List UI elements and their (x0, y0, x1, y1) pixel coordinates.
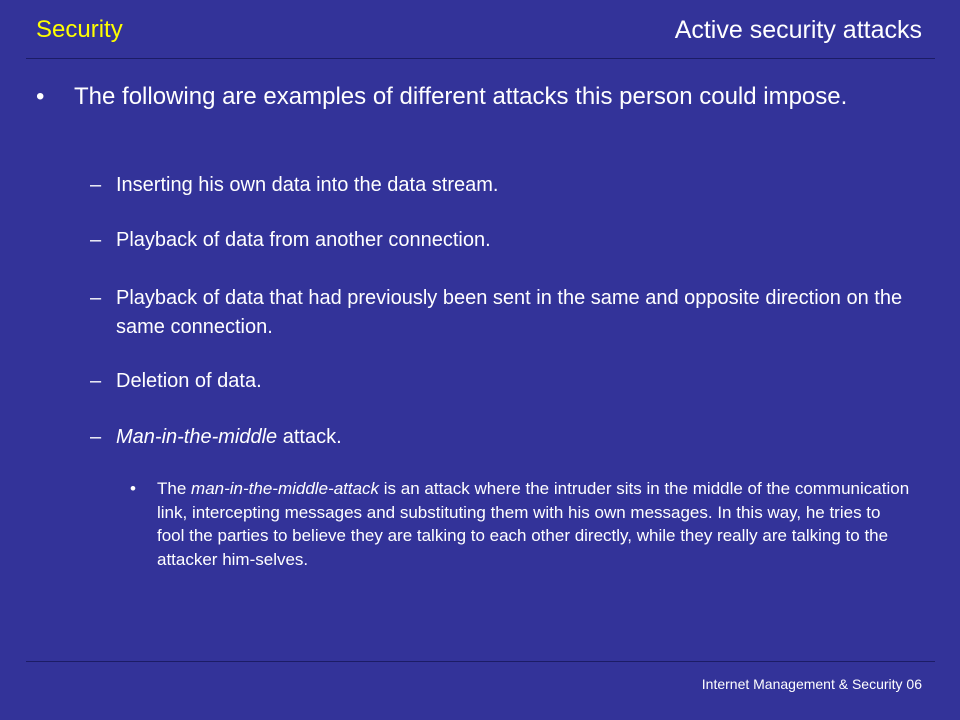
slide-title: Active security attacks (674, 16, 922, 44)
mitm-note-prefix: The (157, 479, 192, 498)
mitm-text (116, 423, 910, 452)
attack-text: Playback of data from another connection. (116, 229, 491, 251)
mitm-note-rest: is an attack where the intruder sits in the middle of the communication link, intercepting messages and substituting them with his own messages. In this way, he tries to fool the parties to believe they are talking to each other directly, while they really are talking to the attacker him-selves. (157, 479, 910, 569)
mitm-note-term: man-in-the-middle-attack (191, 479, 380, 498)
dash-icon: – (90, 426, 102, 448)
attack-text: Inserting his own data into the data stream. (116, 174, 499, 196)
attack-item (90, 171, 910, 200)
mitm-note-text (157, 477, 910, 571)
mitm-term: Man-in-the-middle (116, 426, 278, 448)
dash-icon: – (90, 287, 102, 309)
dash-icon: – (90, 370, 102, 392)
intro-bullet (36, 80, 866, 113)
intro-text: The following are examples of different attacks this person could impose. (74, 83, 848, 110)
attack-text: Deletion of data. (116, 370, 262, 392)
section-label: Security (36, 16, 123, 43)
mitm-suffix: attack. (277, 426, 342, 448)
attack-item (90, 284, 910, 342)
dash-icon: – (90, 229, 102, 251)
dash-icon: – (90, 174, 102, 196)
bullet-icon: • (36, 83, 45, 110)
mitm-note-bullet (130, 477, 910, 571)
bullet-icon: • (130, 479, 136, 498)
attack-item (90, 226, 910, 255)
attack-item (90, 367, 910, 396)
attack-text: Playback of data that had previously been sent in the same and opposite direction on the same connection. (116, 287, 903, 338)
header-divider (26, 58, 935, 59)
footer-divider (26, 661, 935, 662)
attack-item-mitm (90, 423, 910, 452)
footer-text: Internet Management & Security 06 (701, 676, 922, 692)
